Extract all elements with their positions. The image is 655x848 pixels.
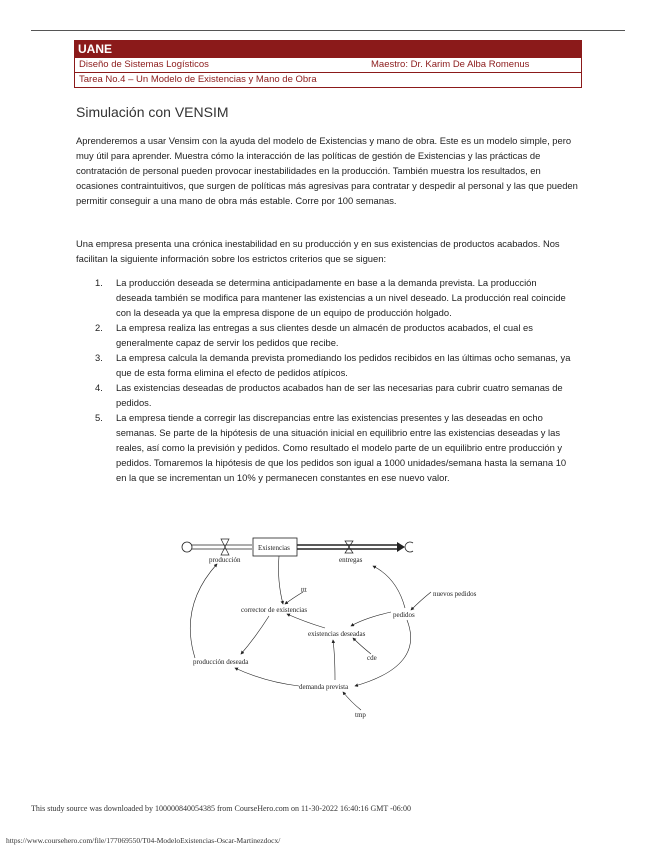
link-orders-desired <box>351 612 391 626</box>
source-notice: This study source was downloaded by 100000840054385 from CourseHero.com on 11-30-2022 16:40:16 GMT -06:00 <box>31 804 411 813</box>
outflow-valve <box>345 541 353 553</box>
section-title: Simulación con VENSIM <box>76 104 229 120</box>
link-orders-outflow <box>373 566 405 608</box>
org-bar: UANE <box>74 40 582 58</box>
stock-label: Existencias <box>258 544 290 552</box>
link-forecast-production <box>235 668 299 686</box>
inflow-label: producción <box>209 556 241 564</box>
new-orders-label: nuevos pedidos <box>433 590 477 598</box>
orders-label: pedidos <box>393 611 415 619</box>
document-header <box>74 40 582 88</box>
list-item: 5. La empresa tiende a corregir las discrepancias entre las existencias presentes y las deseadas en ocho semanas. Se parte de la hipótesis de una situación inicial en equilibrio entre las existencias deseadas y las reales, así como la previsión y pedidos. Como resultado el modelo parte de un equilibrio entre producción y pedidos. Tomaremos la hipótesis de que los pedidos son igual a 1000 unidades/semana hasta la semana 10 en la que se incrementan un 10% y permanecen constantes en ese nuevo valor. <box>95 412 567 483</box>
link-tmp-forecast <box>343 692 361 710</box>
list-item: 3. La empresa calcula la demanda prevista promediando los pedidos recibidos en las últimas ocho semanas, ya que de esta forma elimina el efecto de pedidos atípicos. <box>95 352 571 378</box>
stock-flow-diagram <box>175 526 483 726</box>
sink-cloud <box>405 542 413 552</box>
link-production-inflow <box>190 564 217 658</box>
criteria-list <box>95 275 575 485</box>
assignment-row <box>74 73 582 88</box>
list-item: 1. La producción deseada se determina anticipadamente en base a la demanda prevista. La producción deseada también se modifica para mantener las existencias a un nivel deseado. La producción real coincide con la deseada ya que la empresa dispone de un equipo de producción holgado. <box>95 277 566 318</box>
desired-stock-label: existencias deseadas <box>308 630 366 638</box>
intro-paragraph: Aprenderemos a usar Vensim con la ayuda del modelo de Existencias y mano de obra. Este es un modelo simple, pero muy útil para aprender. Muestra cómo la interacción de las políticas de gestión de Existencias y las prácticas de contratación de personal pueden provocar inestabilidades en la producción. También muestra los resultados, en ocasiones contraintuitivos, que surgen de políticas más agresivas para contratar y despedir al personal y las que pueden permitir conseguir a una mano de obra más estable. Corre por 100 semanas. <box>76 135 578 206</box>
list-item: 2. La empresa realiza las entregas a sus clientes desde un almacén de productos acabados, el cual es generalmente capaz de servir los pedidos que recibe. <box>95 322 533 348</box>
top-rule <box>31 30 625 31</box>
forecast-label: demanda prevista <box>299 683 349 691</box>
outflow-label: entregas <box>339 556 363 564</box>
source-url: https://www.coursehero.com/file/177069550/T04-ModeloExistencias-Oscar-Martinezdocx/ <box>6 836 281 845</box>
link-ttt-correction <box>285 592 303 604</box>
ttt-label: ttt <box>301 586 307 594</box>
link-forecast-desired <box>333 640 335 680</box>
source-cloud <box>182 542 192 552</box>
assignment-title: Tarea No.4 – Un Modelo de Existencias y Mano de Obra <box>79 74 317 85</box>
link-cde-desired <box>353 638 371 654</box>
context-paragraph: Una empresa presenta una crónica inestabilidad en su producción y en sus existencias de productos acabados. Nos facilitan la siguiente información sobre los estrictos criterios que se siguen: <box>76 238 560 264</box>
inflow-valve <box>221 539 229 555</box>
cde-label: cde <box>367 654 377 662</box>
list-item: 4. Las existencias deseadas de productos acabados han de ser las necesarias para cubrir cuatro semanas de pedidos. <box>95 382 563 408</box>
link-correction-production <box>241 616 269 654</box>
link-stock-correction <box>279 556 284 604</box>
desired-production-label: producción deseada <box>193 658 249 666</box>
correction-label: corrector de existencias <box>241 606 308 614</box>
course-row <box>74 58 582 73</box>
tmp-label: tmp <box>355 711 366 719</box>
link-new-orders <box>411 592 431 610</box>
link-desired-correction <box>287 614 325 628</box>
teacher-name: Maestro: Dr. Karim De Alba Romenus <box>371 59 530 70</box>
course-name: Diseño de Sistemas Logísticos <box>79 59 209 70</box>
